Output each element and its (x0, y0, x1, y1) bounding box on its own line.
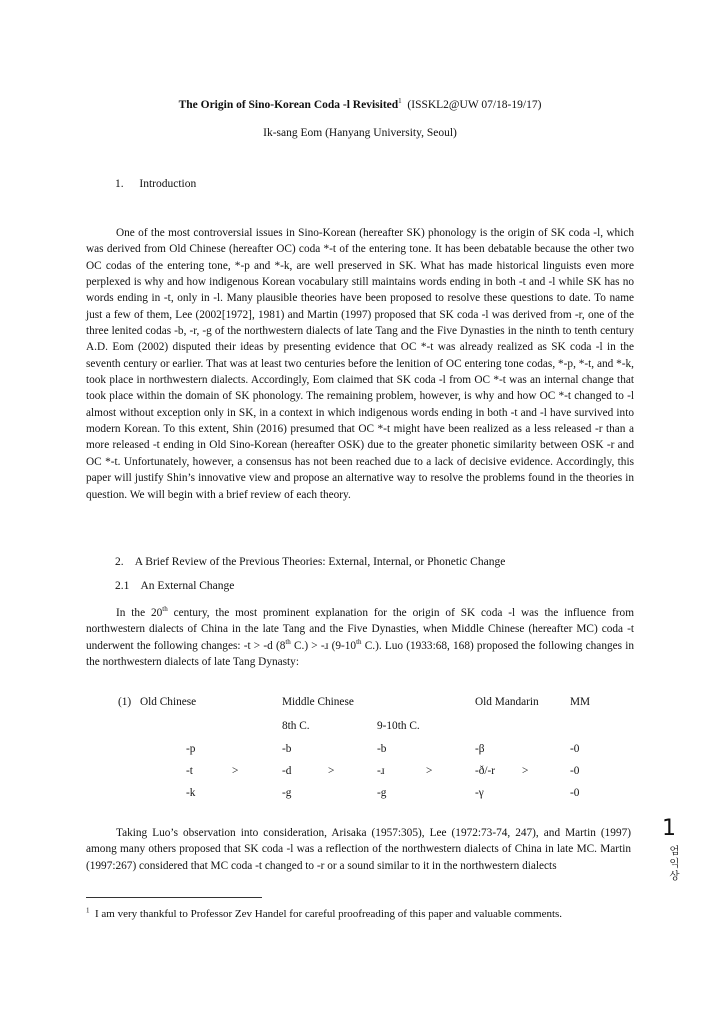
section-1-title: Introduction (139, 178, 197, 190)
arrow: > (426, 765, 433, 777)
cell-mm: -0 (570, 787, 580, 799)
arrow: > (328, 765, 335, 777)
cell-om: -γ (475, 787, 484, 799)
cell-mc9: -g (377, 787, 387, 799)
superscript: th (285, 637, 291, 646)
page-number: 1 (662, 816, 676, 841)
section-1-number: 1. (115, 178, 124, 190)
cell-mc8: -g (282, 787, 292, 799)
cell-om: -ð/-r (475, 765, 496, 777)
footnote-text: I am very thankful to Professor Zev Handel for careful proofreading of this paper and valuable comments. (95, 908, 563, 920)
side-author-label: 엄익상 (668, 845, 680, 883)
header-middle-chinese: Middle Chinese (282, 696, 354, 708)
paragraph-text: C.) > -ɹ (9-10 (290, 639, 357, 652)
superscript: th (356, 637, 362, 646)
cell-mc9: -ɹ (377, 765, 385, 777)
cell-mc8: -b (282, 743, 292, 755)
paragraph-text: In the 20 (116, 607, 163, 619)
luo-observation-paragraph (86, 825, 631, 874)
cell-oc: -t (186, 765, 193, 777)
introduction-text: One of the most controversial issues in Sino-Korean (hereafter SK) phonology is the origin of SK coda -l, which was derived from Old Chinese (hereafter OC) coda *-t of the entering tone. It has been debatable because the other two OC codas of the entering tone, *-p and *-k, are well preserved in SK. What has made historical linguists even more perplexed is why and how indigenous Korean vocabulary still maintains words ending in both -t and -l while SK has no words ending in -t, only in -l. Many plausible theories have been proposed to resolve these questions to date. To name just a few of them, Lee (2002[1972], 1981) and Martin (1997) proposed that SK coda -l was derived from -r, one of the three lenited codas -b, -r, -g of the northwestern dialects of late Tang and the Five Dynasties in the ninth to tenth century A.D. Eom (2002) disputed their ideas by presenting evidence that OC *-t was already realized as SK coda -l in the seventh century or earlier. That was at least two centuries before the lenition of OC entering tone codas, *-p, *-t, and *-k, took place in northwestern dialects. Accordingly, Eom claimed that SK coda -l from OC *-t was an internal change that took place within the domain of SK phonology. The remaining problem, however, is why and how OC *-t changed to -l almost without exception only in SK, in a context in which indigenous words ending in both -t and -l have survived into modern Korean. To this extent, Shin (2016) presumed that OC *-t might have been realized as a less released -r than a more released -t ending in Old Sino-Korean (hereafter OSK) due to the greater phonetic similarity between OSK -r and OC *-t. Unfortunately, however, a consensus has not been reached due to a lack of decisive evidence. Accordingly, this paper will justify Shin’s innovative view and propose an alternative way to resolve the problems found in the theories in question. We will begin with a brief review of each theory. (86, 227, 634, 501)
section-2-title: A Brief Review of the Previous Theories: External, Internal, or Phonetic Change (134, 556, 506, 568)
arrow: > (232, 765, 239, 777)
cell-om: -β (475, 743, 485, 755)
subheader-8th: 8th C. (282, 720, 310, 732)
footnote-mark: 1 (86, 906, 90, 915)
cell-mm: -0 (570, 743, 580, 755)
subsection-2-1-number: 2.1 (115, 580, 130, 592)
cell-mm: -0 (570, 765, 580, 777)
title-session: (ISSKL2@UW 07/18-19/17) (407, 99, 542, 111)
cell-oc: -p (186, 743, 196, 755)
cell-mc9: -b (377, 743, 387, 755)
paragraph-text: Taking Luo’s observation into consideration, Arisaka (1957:305), Lee (1972:73-74, 247), and Martin (1997) among many others proposed that SK coda -l was a reflection of the northwestern dialects of China in late MC. Martin (1997:267) considered that MC coda -t changed to -r or a sound similar to it in the northwestern dialects (86, 827, 631, 872)
subsection-2-1-title: An External Change (140, 580, 235, 592)
cell-mc8: -d (282, 765, 292, 777)
cell-oc: -k (186, 787, 196, 799)
superscript: th (162, 605, 168, 614)
header-old-chinese: Old Chinese (140, 696, 197, 708)
author-line: Ik-sang Eom (Hanyang University, Seoul) (263, 127, 457, 139)
title-text: The Origin of Sino-Korean Coda -l Revisited (178, 99, 399, 111)
section-2-number: 2. (115, 556, 124, 568)
title-footnote-mark: 1 (398, 97, 402, 106)
arrow: > (522, 765, 529, 777)
header-mm: MM (570, 696, 591, 708)
paragraph-text: C.). Luo (1933:68, 168) proposed the following changes in the northwestern dialects of late Tang Dynasty: (86, 639, 634, 669)
footnote (86, 908, 646, 920)
example-label: (1) (118, 696, 132, 708)
paragraph-text: century, the most prominent explanation for the origin of SK coda -l was the influence from northwestern dialects of China in the late Tang and the Five Dynasties, when Middle Chinese (hereafter MC) coda -t underwent the following changes: -t > -d (8 (86, 607, 634, 652)
header-old-mandarin: Old Mandarin (475, 696, 539, 708)
subheader-9-10th: 9-10th C. (377, 720, 420, 732)
footnote-divider (86, 897, 262, 898)
